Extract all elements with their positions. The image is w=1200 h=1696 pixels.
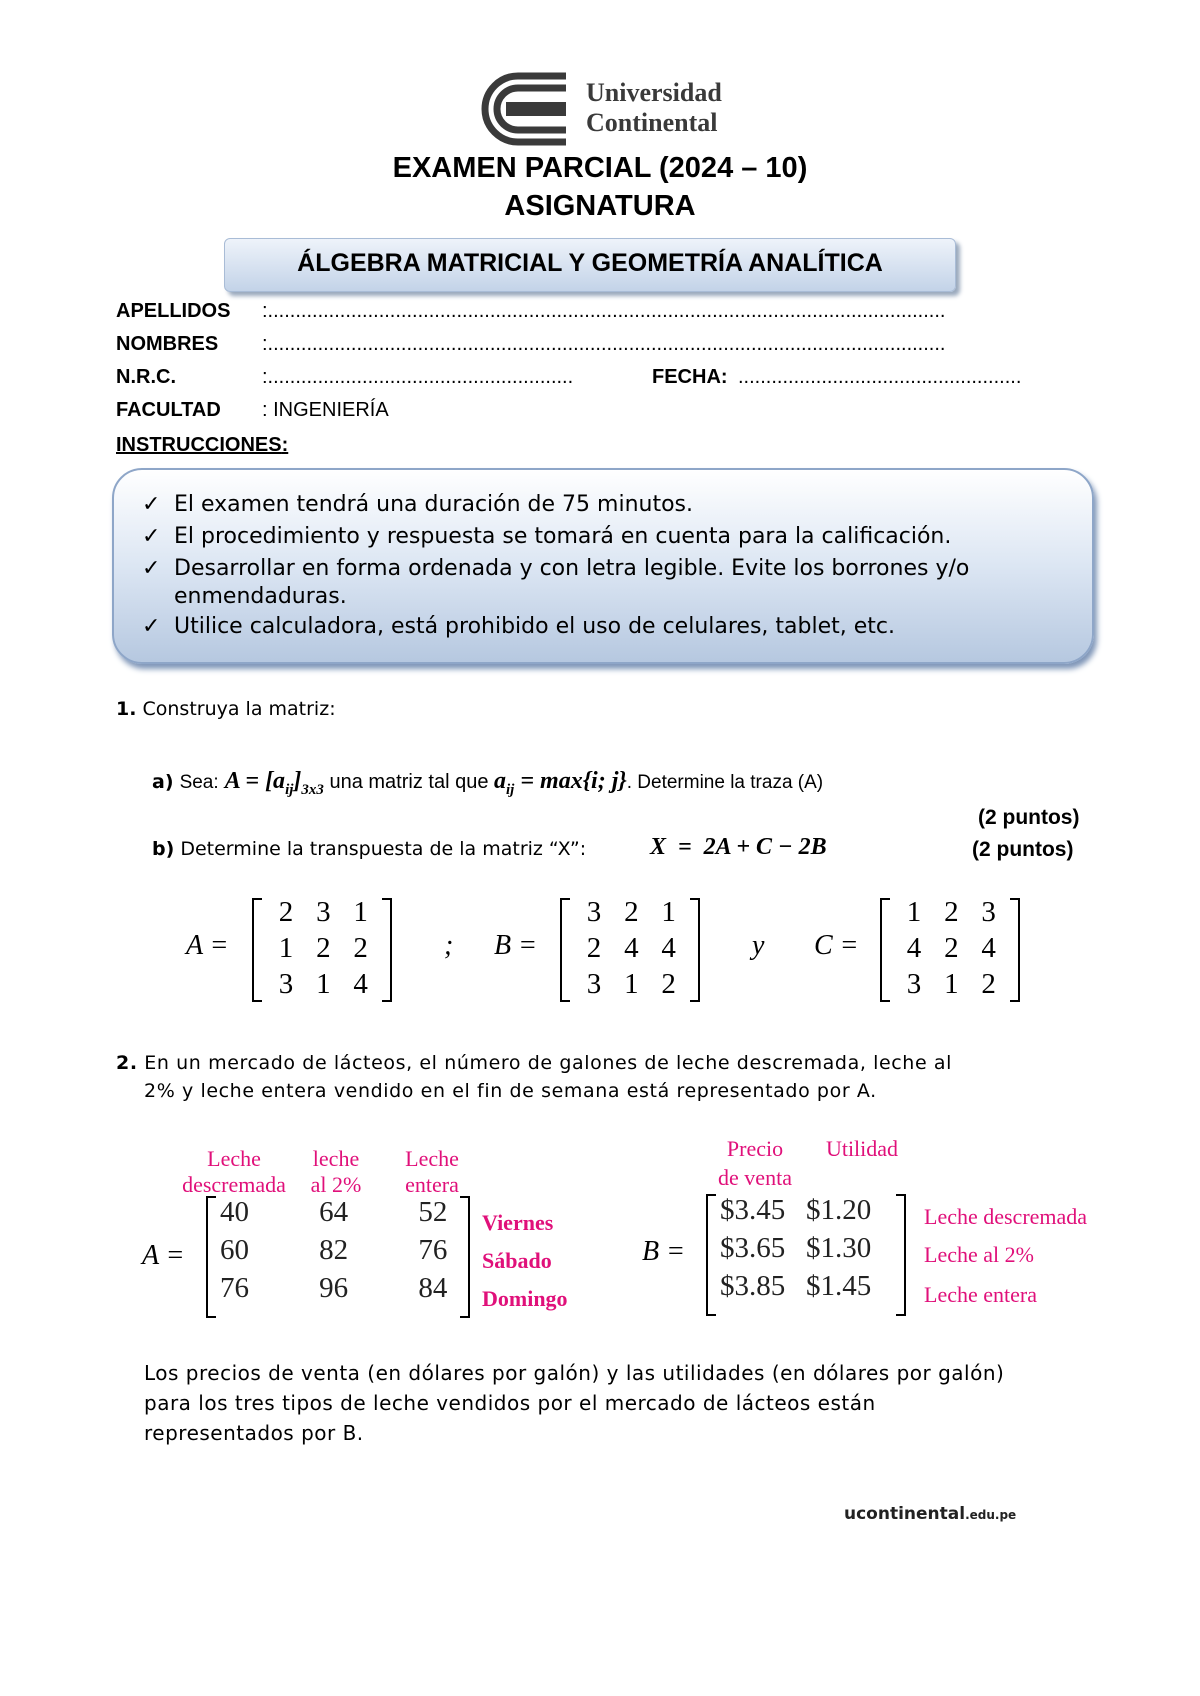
matrix-c (880, 896, 1020, 1000)
exam-title: EXAMEN PARCIAL (2024 – 10) (392, 152, 808, 184)
bracket-left (880, 898, 890, 1002)
matrix-cell: 2 (278, 896, 294, 928)
matrix-cell: 1 (278, 932, 294, 964)
nrc-field[interactable]: :....................................................... (262, 366, 574, 388)
matrix-cell: $3.45 (720, 1194, 786, 1226)
matrix-cell: 3 (981, 896, 996, 928)
matrix-cell: 1 (661, 896, 676, 928)
row-label: Viernes (482, 1210, 554, 1235)
checkmark-icon: ✓ (142, 614, 161, 639)
subject-banner (224, 238, 956, 292)
nombres-label: NOMBRES (116, 333, 219, 355)
separator: ; (444, 930, 454, 961)
apellidos-label: APELLIDOS (116, 300, 231, 322)
footer-brand: ucontinental.edu.pe (844, 1504, 1017, 1524)
q1b-points: (2 puntos) (972, 838, 1074, 861)
matrix-cell: $3.65 (720, 1232, 786, 1264)
matrix-cell: $1.20 (806, 1194, 872, 1226)
nrc-label: N.R.C. (116, 366, 176, 388)
logo-mark-icon (462, 72, 574, 146)
checkmark-icon: ✓ (142, 492, 161, 517)
col-label: Utilidad (825, 1136, 899, 1161)
fecha-label: FECHA: (652, 366, 728, 388)
matrix-cell: 76 (220, 1272, 249, 1304)
matrix-cell: 3 (906, 968, 922, 1000)
bracket-left (706, 1194, 716, 1316)
row-label: Sábado (482, 1248, 552, 1273)
matrix-cell: 2 (944, 932, 959, 964)
q1b-equation: X = 2A + C − 2B (650, 834, 827, 860)
matrix-cell: 2 (661, 968, 676, 1000)
matrix-b-label: B = (494, 930, 537, 961)
matrix-cell: 3 (586, 968, 602, 1000)
matrix-cell: 2 (586, 932, 602, 964)
bracket-left (560, 898, 570, 1002)
bracket-left (206, 1196, 216, 1318)
question-2-line2: 2% y leche entera vendido en el fin de semana está representado por A. (144, 1080, 877, 1102)
row-label: Domingo (482, 1286, 568, 1311)
matrix-cell: 60 (220, 1234, 249, 1266)
checkmark-icon: ✓ (142, 524, 161, 549)
matrix-c-label: C = (814, 930, 859, 961)
matrix-cell: 40 (220, 1196, 249, 1228)
logo-line1: Universidad (586, 78, 722, 107)
exam-subtitle: ASIGNATURA (504, 190, 696, 222)
logo-line2: Continental (586, 108, 718, 137)
separator-y: y (752, 930, 765, 961)
col-label: leche al 2% (310, 1146, 362, 1197)
matrix-cell: 82 (319, 1234, 349, 1266)
matrix-cell: 96 (319, 1272, 349, 1304)
matrix-cell: 4 (981, 932, 996, 964)
matrix-a2-label: A = (142, 1240, 185, 1271)
matrix-cell: 2 (353, 932, 368, 964)
checkmark-icon: ✓ (142, 556, 161, 581)
instructions-title: INSTRUCCIONES: (116, 434, 289, 456)
matrix-cell: 3 (316, 896, 331, 928)
row-label: Leche entera (924, 1282, 1037, 1307)
matrix-cell: $1.30 (806, 1232, 872, 1264)
apellidos-field[interactable]: :.......................................................................................................................... (262, 300, 946, 322)
bracket-left (252, 898, 262, 1002)
matrix-cell: 1 (944, 968, 959, 1000)
matrix-b2-label: B = (642, 1236, 685, 1267)
col-label: Leche entera (405, 1146, 459, 1197)
col-label: Leche descremada (182, 1146, 286, 1197)
question-1a: a) Sea: $A = [a_{ij}]_{3x3}$ una matriz tal que $a_{ij} = \max\{i$; j}. Determine la traza (A) (152, 768, 824, 798)
instructions-box: ✓ El examen tendrá una duración de 75 minutos. ✓ El procedimiento y respuesta se tomará en cuenta para la calificación. ✓ Desarrollar en forma ordenada y con letra legible. Evite los borrones y/o enmendaduras. ✓ Utilice calculadora, está prohibido el uso de celulares, tablet, etc. (112, 468, 1094, 664)
matrix-cell: 4 (353, 968, 368, 1000)
question-1: 1. Construya la matriz: (116, 698, 336, 720)
bracket-right (690, 898, 700, 1002)
matrix-cell: 2 (981, 968, 996, 1000)
bracket-right (460, 1196, 470, 1318)
matrix-cell: 1 (316, 968, 331, 1000)
matrix-cell: $1.45 (806, 1270, 872, 1302)
q1a-points: (2 puntos) (978, 806, 1080, 829)
question-1b: b) Determine la transpuesta de la matriz “X”: (152, 838, 587, 860)
bracket-right (896, 1194, 906, 1316)
matrix-cell: 1 (906, 896, 922, 928)
matrix-cell: 3 (278, 968, 294, 1000)
facultad-label: FACULTAD (116, 399, 221, 421)
subject-name: ÁLGEBRA MATRICIAL Y GEOMETRÍA ANALÍTICA (297, 249, 883, 277)
col-label: Precio de venta (718, 1136, 792, 1190)
bracket-right (382, 898, 392, 1002)
matrix-cell: 2 (316, 932, 331, 964)
matrix-cell: 3 (586, 896, 602, 928)
matrix-cell: 4 (624, 932, 639, 964)
row-label: Leche descremada (924, 1204, 1088, 1229)
matrix-a-label: A = (186, 930, 229, 961)
matrix-a-sales (206, 1196, 470, 1314)
facultad-value: : INGENIERÍA (262, 399, 389, 421)
matrix-cell: 4 (906, 932, 922, 964)
row-label: Leche al 2% (924, 1242, 1034, 1267)
question-2: 2. En un mercado de lácteos, el número de galones de leche descremada, leche al (116, 1052, 953, 1074)
university-logo (462, 72, 752, 152)
matrix-cell: 2 (944, 896, 959, 928)
matrix-cell: 1 (353, 896, 368, 928)
q2-paragraph: Los precios de venta (en dólares por galón) y las utilidades (en dólares por galón) para los tres tipos de leche vendidos por el mercado de lácteos están representados por B. (144, 1361, 1005, 1445)
matrix-b-prices (706, 1194, 906, 1312)
matrix-cell: $3.85 (720, 1270, 786, 1302)
matrix-cell: 84 (418, 1272, 448, 1304)
nombres-field[interactable]: :.......................................................................................................................... (262, 333, 946, 355)
matrix-cell: 4 (661, 932, 676, 964)
fecha-field[interactable]: ................................................... (738, 366, 1022, 388)
matrix-cell: 76 (418, 1234, 448, 1266)
matrix-cell: 1 (624, 968, 639, 1000)
matrix-cell: 52 (418, 1196, 448, 1228)
matrix-cell: 2 (624, 896, 639, 928)
matrix-cell: 64 (319, 1196, 349, 1228)
matrix-b (560, 896, 700, 1000)
matrix-a (252, 896, 392, 1000)
bracket-right (1010, 898, 1020, 1002)
